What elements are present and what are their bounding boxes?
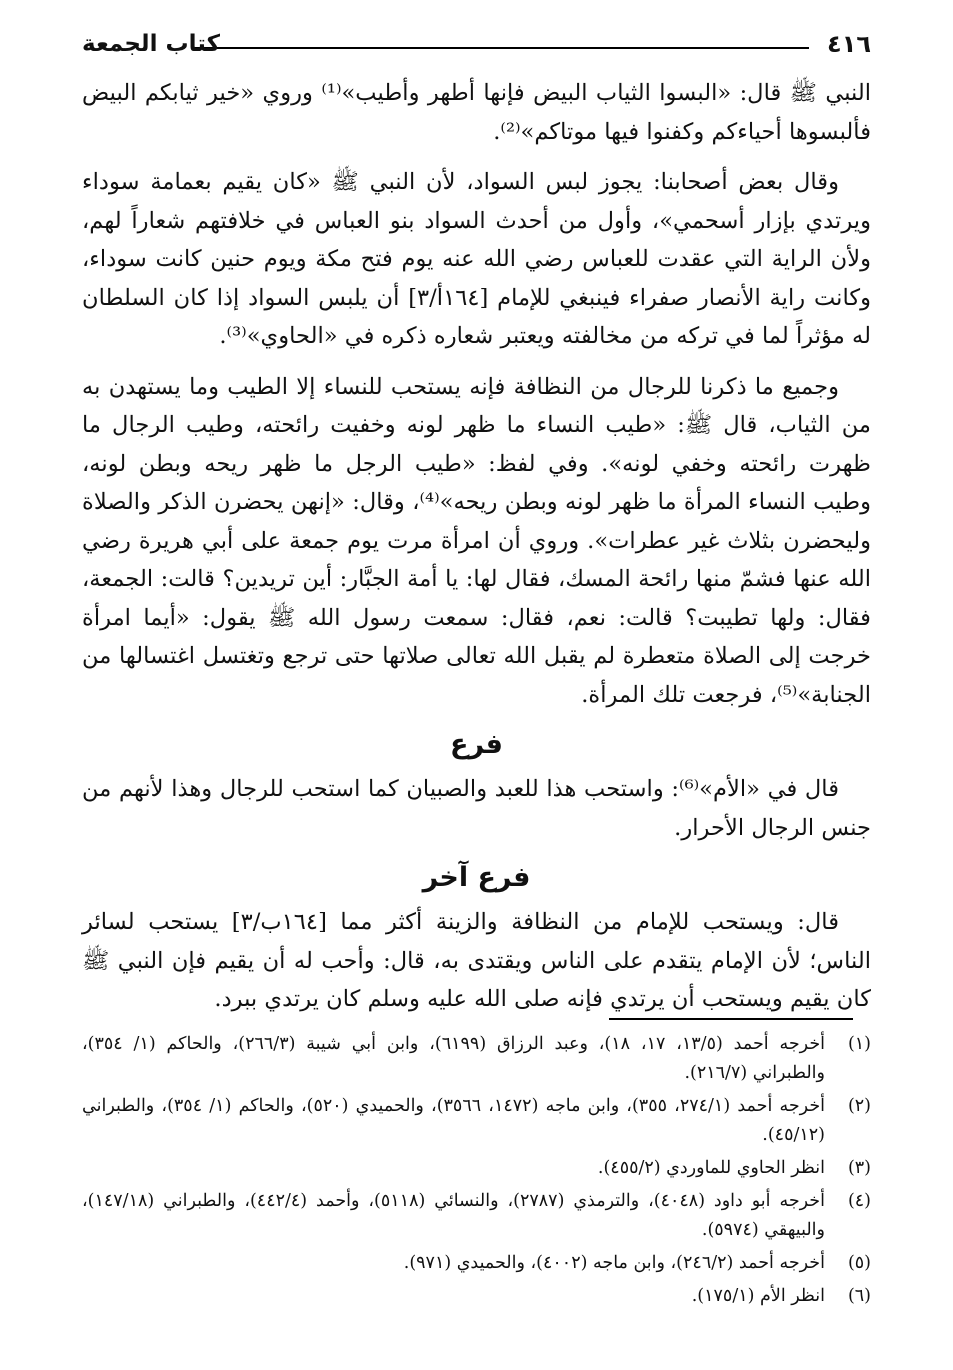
footnote-text: أخرجه أحمد (٢٧٤/١، ٣٥٥)، وابن ماجه (١٤٧٢، ٣٥٦٦)، والحميدي (٥٢٠)، والحاكم (١/ ٣٥٤)، والطبراني (٤٥/١٢). — [82, 1096, 826, 1145]
footnote-number: (٢) — [847, 1096, 871, 1116]
footnote-number: (٣) — [847, 1158, 871, 1178]
footnote-number: (٦) — [847, 1286, 871, 1306]
footnote — [82, 1282, 871, 1311]
footnote-text: أخرجه أبو داود (٤٠٤٨)، والترمذي (٢٧٨٧)، والنسائي (٥١١٨)، وأحمد (٤٤٢/٤)، والطبراني (١٤٧/١٨)، والبيهقي (٥٩٧٤). — [82, 1191, 825, 1240]
section-heading-1: فرع — [450, 729, 503, 760]
section-heading-2: فرع آخر — [422, 862, 531, 893]
footnote-number: (١) — [847, 1034, 871, 1054]
footnote-separator — [609, 1018, 853, 1020]
running-title: كتاب الجمعة — [82, 31, 220, 57]
footnote-number: (٥) — [847, 1253, 871, 1273]
paragraph-2: وقال بعض أصحابنا: يجوز لبس السواد، لأن النبي ﷺ «كان يقيم بعمامة سوداء ويرتدي بإزار أسحمي»، وأول من أحدث السواد بنو العباس في خلافتهم شعاراً لهم، ولأن الراية التي عقدت للعباس رضي الله عنه يوم فتح مكة ويوم حنين كانت سوداء، وكانت راية الأنصار صفراء فينبغي للإمام [١٦٤أ/٣] أن يلبس السواد إذا كان السلطان له مؤثراً لما في تركه من مخالفته ويعتبر شعاره ذكره في «الحاوي»⁽³⁾. — [82, 169, 872, 349]
footnote-text: انظر الحاوي للماوردي (٤٥٥/٢). — [597, 1158, 825, 1178]
footnote-text: أخرجه أحمد (١٣/٥، ١٧، ١٨)، وعبد الرزاق (٦١٩٩)، وابن أبي شيبة (٢٦٦/٣)، والحاكم (١/ ٣٥٤)، والطبراني (٢١٦/٧). — [82, 1034, 826, 1083]
page-number: ٤١٦ — [827, 30, 871, 58]
paragraph-1: النبي ﷺ قال: «البسوا الثياب البيض فإنها أطهر وأطيب»⁽¹⁾ وروي «خير ثيابكم البيض فألبسوها أحياءكم وكفنوا فيها موتاكم»⁽²⁾. — [82, 80, 871, 145]
footnote-text: انظر الأم (١٧٥/١). — [691, 1286, 825, 1306]
footnotes — [82, 1030, 871, 1315]
footnote — [82, 1249, 871, 1278]
main-text — [82, 74, 871, 1031]
footnote — [82, 1092, 871, 1150]
page-header — [82, 22, 871, 62]
footnote — [82, 1154, 871, 1183]
section-2-paragraph: قال: ويستحب للإمام من النظافة والزينة أكثر مما [١٦٤ب/٣] يستحب لسائر الناس؛ لأن الإمام يتقدم على الناس ويقتدى به، قال: وأحب له أن يقيم فإن النبي ﷺ كان يقيم ويستحب أن يرتدي فإنه صلى الله عليه وسلم كان يرتدي ببرد. — [82, 909, 871, 1012]
section-1-paragraph: قال في «الأم»⁽⁶⁾: واستحب هذا للعبد والصبيان كما استحب للرجال وهذا لأنهم من جنس الرجال الأحرار. — [82, 776, 871, 841]
footnote-text: أخرجه أحمد (٢٤٦/٢)، وابن ماجه (٤٠٠٢)، والحميدي (٩٧١). — [403, 1253, 825, 1273]
paragraph-3: وجميع ما ذكرنا للرجال من النظافة فإنه يستحب للنساء إلا الطيب وما يستهدن به من الثياب، قال ﷺ: «طيب النساء ما ظهر لونه وخفيت رائحته، وطيب الرجال ما ظهرت رائحته وخفي لونه». وفي لفظ: «طيب الرجل ما ظهر ريحه وبطن لونه، وطيب النساء المرأة ما ظهر لونه وبطن ريحه»⁽⁴⁾، وقال: «إنهن يحضرن الذكر والصلاة وليحضرن بثلاث غير عطرات». وروي أن امرأة مرت يوم جمعة على أبي هريرة رضي الله عنها فشمّ منها رائحة المسك، فقال لها: يا أمة الجبَّار: أين تريدين؟ قالت: الجمعة، فقال: ولها تطيبت؟ قالت: نعم، فقال: سمعت رسول الله ﷺ يقول: «أيما امرأة خرجت إلى الصلاة متعطرة لم يقبل الله تعالى صلاتها حتى ترجع وتغتسل اغتسالها من الجنابة»⁽⁵⁾، فرجعت تلك المرأة. — [82, 373, 872, 708]
header-rule — [194, 47, 809, 49]
footnote — [82, 1030, 871, 1088]
footnote — [82, 1187, 871, 1245]
footnote-number: (٤) — [847, 1191, 871, 1211]
